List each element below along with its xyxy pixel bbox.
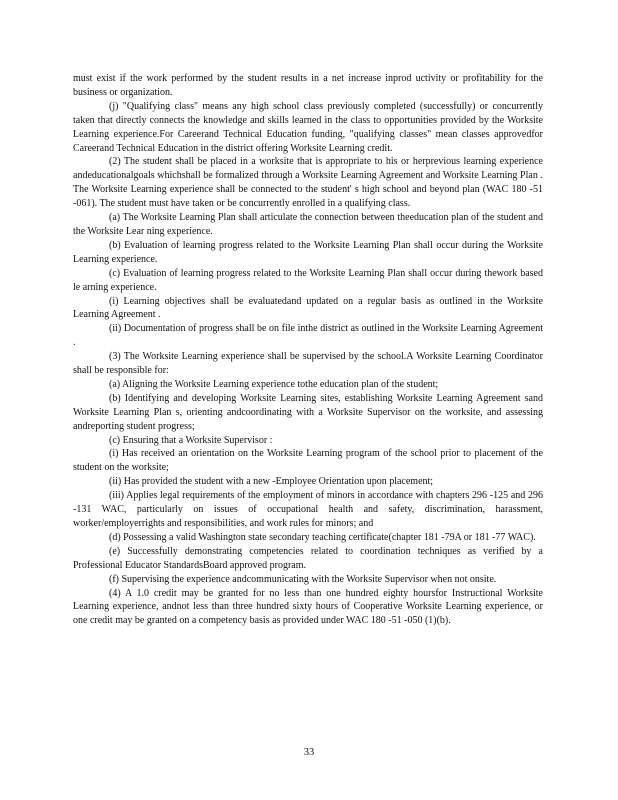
paragraph: (i) Has received an orientation on the Worksite Learning program of the school prior to placement of the student on the worksite; — [73, 448, 543, 474]
paragraph: (a) The Worksite Learning Plan shall articulate the connection between theeducation plan of the student and the Worksite Lear ning experience. — [73, 212, 543, 237]
paragraph: (b) Evaluation of learning progress related to the Worksite Learning Plan shall occur during the Worksite Learning experience. — [73, 239, 543, 265]
paragraph: (4) A 1.0 credit may be granted for no less than one hundred eighty hoursfor Instructional Worksite Learning experience, andnot less than three hundred sixty hours of Cooperative Worksite Learning experience, or one credit may be granted on a competency basis as provided under WAC 180 -51 -050 (1)(b). — [73, 587, 543, 627]
paragraph: must exist if the work performed by the student results in a net increase inprod uctivity or profitability for the business or organization. — [73, 73, 543, 98]
paragraph: (b) Identifying and developing Worksite Learning sites, establishing Worksite Learning Agreement sand Worksite Learning Plan s, orienting andcoordinating with a Worksite Supervisor on the worksite, and assessing andreporting student progress; — [73, 392, 543, 432]
paragraph: (3) The Worksite Learning experience shall be supervised by the school.A Worksite Learning Coordinator shall be responsible for: — [73, 351, 543, 377]
paragraph: (c) Ensuring that a Worksite Supervisor : — [109, 434, 273, 446]
paragraph: (ii) Documentation of progress shall be on file inthe district as outlined in the Worksite Learning Agreement . — [73, 323, 543, 349]
page-number: 33 — [303, 747, 315, 758]
paragraph: (e) Successfully demonstrating competencies related to coordination techniques as verified by a Professional Educator StandardsBoard approved program. — [73, 545, 543, 571]
paragraph: (f) Supervising the experience andcommunicating with the Worksite Supervisor when not onsite. — [109, 573, 497, 585]
paragraph: (a) Aligning the Worksite Learning experience tothe education plan of the student; — [109, 378, 439, 390]
paragraph: (ii) Has provided the student with a new -Employee Orientation upon placement; — [109, 476, 434, 488]
document-body — [73, 72, 543, 628]
paragraph: (c) Evaluation of learning progress related to the Worksite Learning Plan shall occur during thework based le arning experience. — [73, 267, 543, 293]
paragraph: (j) "Qualifying class" means any high school class previously completed (successfully) or concurrently taken that directly connects the knowledge and skills learned in the class to opportunities provided by the Worksite Learning experience.For Careerand Technical Education funding, "qualifying classes" mean classes approvedfor Careerand Technical Education in the district offering Worksite Learning credit. — [73, 100, 543, 154]
paragraph: (2) The student shall be placed in a worksite that is appropriate to his or herprevious learning experience andeducationalgoals whichshall be formalized through a Worksite Learning Agreement and Worksite Learning Plan . The Worksite Learning experience shall be connected to the student' s high school and beyond plan (WAC 180 -51 -061). The student must have taken or be concurrently enrolled in a qualifying class. — [73, 156, 543, 210]
paragraph: (d) Possessing a valid Washington state secondary teaching certificate(chapter 181 -79A or 181 -77 WAC). — [109, 531, 536, 543]
paragraph: (i) Learning objectives shall be evaluatedand updated on a regular basis as outlined in the Worksite Learning Agreement . — [73, 295, 543, 321]
paragraph: (iii) Applies legal requirements of the employment of minors in accordance with chapters 296 -125 and 296 -131 WAC, particularly on issues of occupational health and safety, discrimination, harassment, worker/employerrights and responsibilities, and work rules for minors; and — [73, 490, 543, 529]
